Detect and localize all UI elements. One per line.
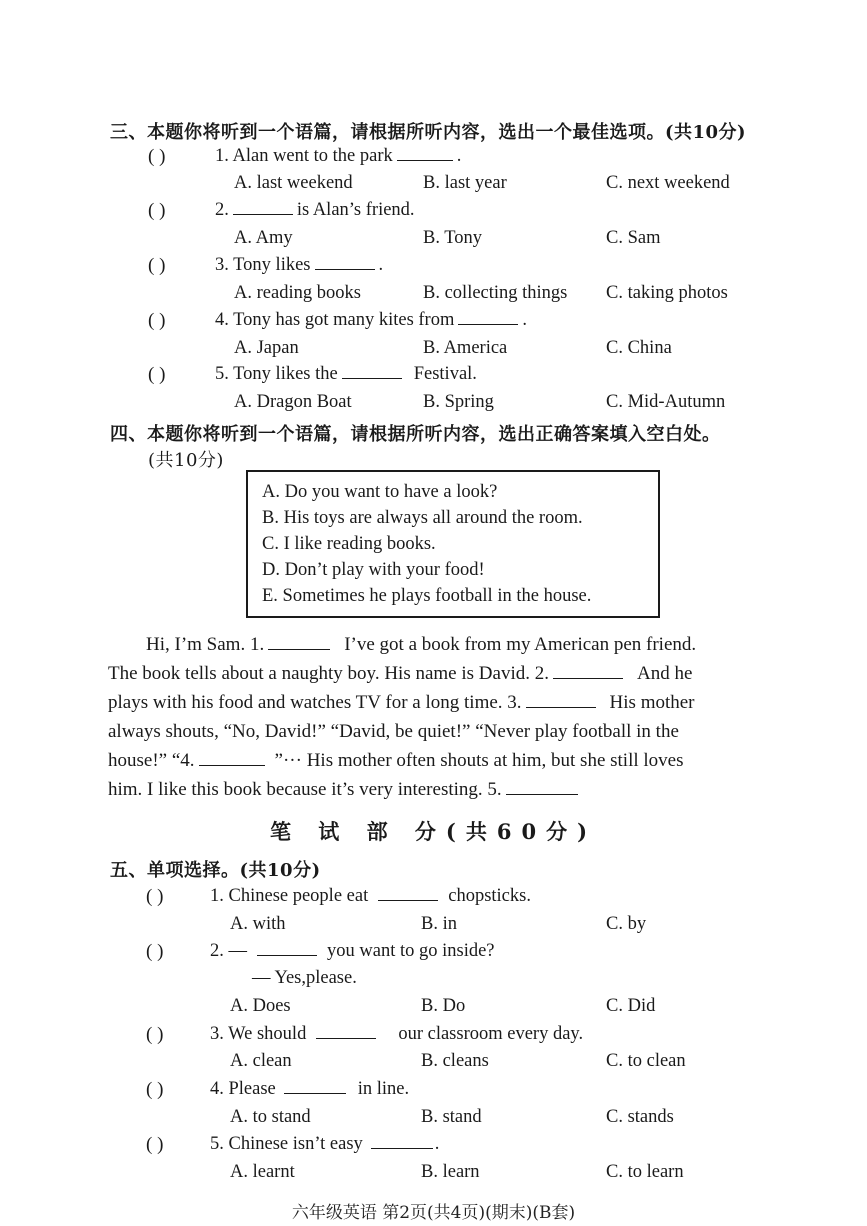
answer-blank (342, 364, 402, 379)
stem-text: . (522, 310, 527, 330)
stem-text: 4. Tony has got many kites from (215, 310, 455, 330)
passage-line: house!” “4. ”··· His mother often shouts at him, but she still loves (108, 750, 684, 771)
answer-blank (526, 693, 596, 708)
answer-paren[interactable]: ( ) (146, 941, 164, 962)
answer-blank (284, 1079, 346, 1094)
answer-paren[interactable]: ( ) (148, 146, 166, 167)
option-c: C. Did (606, 996, 656, 1016)
answer-blank (257, 941, 317, 956)
option-c: C. Mid-Autumn (606, 392, 726, 412)
question-stem: 1. Chinese people eat chopsticks. (210, 886, 531, 906)
option-a: A. to stand (230, 1107, 311, 1127)
question-stem (215, 146, 461, 167)
section-4-points: (共10分) (148, 450, 224, 471)
answer-blank (458, 310, 518, 325)
passage-line: Hi, I’m Sam. 1. I’ve got a book from my American pen friend. (146, 634, 697, 655)
option-a: A. Dragon Boat (234, 392, 352, 412)
option-b: B. cleans (421, 1051, 489, 1071)
box-option: C. I like reading books. (262, 534, 436, 554)
option-b: B. America (423, 338, 508, 358)
box-option: A. Do you want to have a look? (262, 482, 498, 502)
passage-line: always shouts, “No, David!” “David, be quiet!” “Never play football in the (108, 721, 679, 742)
option-b: B. stand (421, 1107, 482, 1127)
section-4-header: 四、本题你将听到一个语篇，请根据所听内容，选出正确答案填入空白处。 (110, 424, 721, 445)
question-stem: 3. We should our classroom every day. (210, 1024, 584, 1044)
written-part-title: 笔 试 部 分(共60分) (269, 819, 598, 844)
option-c: C. by (606, 914, 647, 934)
stem-text: . (456, 146, 462, 166)
question-stem: 2. — you want to go inside? (210, 941, 495, 961)
stem-text: 2. (215, 200, 229, 220)
stem-text: . (378, 255, 384, 275)
section-3-header: 三、本题你将听到一个语篇，请根据所听内容，选出一个最佳选项。(共10分) (110, 122, 747, 143)
option-a: A. last weekend (234, 173, 353, 193)
option-c: C. to clean (606, 1051, 686, 1071)
option-b: B. Tony (423, 228, 483, 248)
stem-text: 3. Tony likes (215, 255, 311, 275)
option-a: A. reading books (234, 283, 361, 303)
question-stem (215, 364, 477, 385)
question-stem: 4. Please in line. (210, 1079, 410, 1099)
option-c: C. to learn (606, 1162, 684, 1182)
stem-text: 5. Tony likes the (215, 364, 338, 384)
answer-blank (553, 664, 623, 679)
option-c: C. stands (606, 1107, 674, 1127)
stem-text: is Alan’s friend. (296, 200, 415, 220)
option-c: C. Sam (606, 228, 661, 248)
answer-blank (397, 146, 453, 161)
answer-blank (378, 886, 438, 901)
options-box (246, 470, 660, 618)
option-a: A. Does (230, 996, 291, 1016)
question-stem (215, 255, 383, 276)
question-stem: 5. Chinese isn’t easy . (210, 1134, 440, 1154)
answer-paren[interactable]: ( ) (148, 200, 166, 221)
option-b: B. in (421, 914, 457, 934)
box-option: E. Sometimes he plays football in the house. (262, 586, 592, 606)
box-option: B. His toys are always all around the room. (262, 508, 583, 528)
option-a: A. Japan (234, 338, 299, 358)
passage-line: plays with his food and watches TV for a long time. 3. His mother (108, 692, 695, 713)
answer-paren[interactable]: ( ) (148, 255, 166, 276)
option-a: A. clean (230, 1051, 292, 1071)
answer-blank (315, 255, 375, 270)
option-b: B. Spring (423, 392, 494, 412)
reply-text: — Yes,please. (252, 968, 357, 988)
option-c: C. next weekend (606, 173, 730, 193)
passage-line: him. I like this book because it’s very interesting. 5. (108, 775, 762, 804)
answer-blank (233, 200, 293, 215)
stem-text: Festival. (413, 364, 477, 384)
answer-paren[interactable]: ( ) (146, 886, 164, 907)
section-5-header: 五、单项选择。(共10分) (110, 860, 321, 881)
answer-paren[interactable]: ( ) (146, 1079, 164, 1100)
answer-blank (506, 780, 578, 795)
answer-paren[interactable]: ( ) (148, 310, 166, 331)
option-b: B. collecting things (423, 283, 568, 303)
answer-blank (371, 1134, 433, 1149)
option-b: B. learn (421, 1162, 480, 1182)
question-stem (215, 310, 527, 331)
page-footer: 六年级英语 第2页(共4页)(期末)(B套) (291, 1203, 576, 1223)
option-c: C. taking photos (606, 283, 728, 303)
option-b: B. Do (421, 996, 466, 1016)
option-a: A. Amy (234, 228, 293, 248)
reading-passage (108, 630, 762, 804)
option-c: C. China (606, 338, 672, 358)
answer-blank (268, 635, 330, 650)
answer-blank (199, 751, 265, 766)
option-a: A. with (230, 914, 286, 934)
option-b: B. last year (423, 173, 507, 193)
box-option: D. Don’t play with your food! (262, 560, 485, 580)
answer-blank (316, 1024, 376, 1039)
passage-line: The book tells about a naughty boy. His name is David. 2. And he (108, 663, 693, 684)
stem-text: 1. Alan went to the park (215, 146, 393, 166)
answer-paren[interactable]: ( ) (146, 1024, 164, 1045)
answer-paren[interactable]: ( ) (148, 364, 166, 385)
question-stem (215, 200, 415, 221)
answer-paren[interactable]: ( ) (146, 1134, 164, 1155)
option-a: A. learnt (230, 1162, 295, 1182)
